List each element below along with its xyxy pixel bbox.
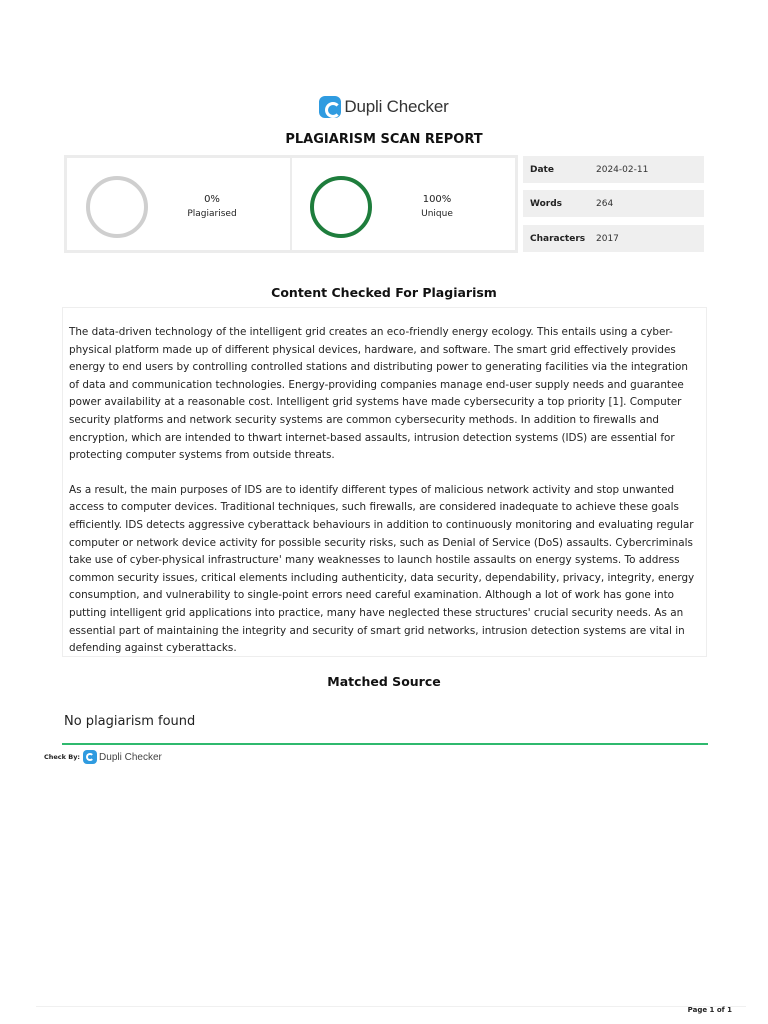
matched-source-title: Matched Source: [327, 674, 441, 689]
plagiarised-ring-icon: [86, 176, 148, 238]
brand-name: Dupli Checker: [344, 97, 449, 116]
unique-score: [290, 158, 515, 250]
meta-words-value: 264: [596, 198, 614, 209]
report-title: PLAGIARISM SCAN REPORT: [285, 132, 483, 147]
footer-divider: [36, 1006, 746, 1007]
score-summary: [64, 155, 518, 253]
matched-result: No plagiarism found: [64, 714, 196, 729]
unique-ring-icon: [310, 176, 372, 238]
content-section-title: Content Checked For Plagiarism: [271, 285, 497, 300]
unique-value: 100%: [422, 194, 452, 205]
page-number: Page 1 of 1: [687, 1006, 732, 1014]
check-by-label: Check By:: [44, 753, 81, 761]
plagiarised-value: 0%: [204, 194, 220, 205]
meta-words: [523, 190, 704, 217]
meta-date-value: 2024-02-11: [596, 164, 649, 175]
unique-label: Unique: [421, 209, 453, 219]
meta-date-label: Date: [530, 164, 554, 175]
plagiarised-score: [67, 158, 290, 250]
content-paragraph: The data-driven technology of the intelligent grid creates an eco-friendly energy ecology. This entails using a cyber-physical platform made up of different physical devices, hardware, and software. The smart grid effectively provides energy to end users by controlling controlled stations and distributing power to generating facilities via the integration of data and communication technologies. Energy-providing companies manage end-user supply needs and guarantee power availability at a reasonable cost. Intelligent grid systems have made cybersecurity a top priority [1]. Computer security platforms and network security systems are common cybersecurity methods. In addition to firewalls and encryption, which are intended to thwart internet-based assaults, intrusion detection systems (IDS) are essential for protecting computer systems from outside threats.: [69, 326, 688, 462]
dupli-checker-logo-icon: [319, 96, 341, 118]
check-by-brand: Dupli Checker: [99, 751, 162, 763]
meta-characters-label: Characters: [530, 233, 586, 244]
check-by: [44, 750, 162, 764]
plagiarised-label: Plagiarised: [187, 209, 237, 219]
divider: [62, 743, 708, 745]
checked-content: [62, 307, 707, 657]
meta-characters-value: 2017: [596, 233, 619, 244]
brand-logo: [0, 96, 768, 118]
meta-date: [523, 156, 704, 183]
meta-characters: [523, 225, 704, 252]
meta-words-label: Words: [530, 198, 563, 209]
dupli-checker-small-logo-icon: [83, 750, 97, 764]
content-paragraph: As a result, the main purposes of IDS are to identify different types of malicious network activity and stop unwanted access to computer devices. Traditional techniques, such firewalls, are considered inadequate to achieve these goals efficiently. IDS detects aggressive cyberattack behaviours in addition to continuously monitoring and evaluating regular computer or network device activity for possible security risks, such as Denial of Service (DoS) assaults. Cybercriminals take use of cyber-physical infrastructure' many weaknesses to launch hostile assaults on energy systems. To address common security issues, critical elements including authenticity, data security, dependability, privacy, integrity, energy consumption, and vulnerability to single-point errors need careful examination. Although a lot of work has gone into putting intelligent grid applications into practice, many have neglected these structures' crucial security needs. As an essential part of maintaining the integrity and security of smart grid networks, intrusion detection systems are vital in defending against cyberattacks.: [69, 483, 695, 655]
